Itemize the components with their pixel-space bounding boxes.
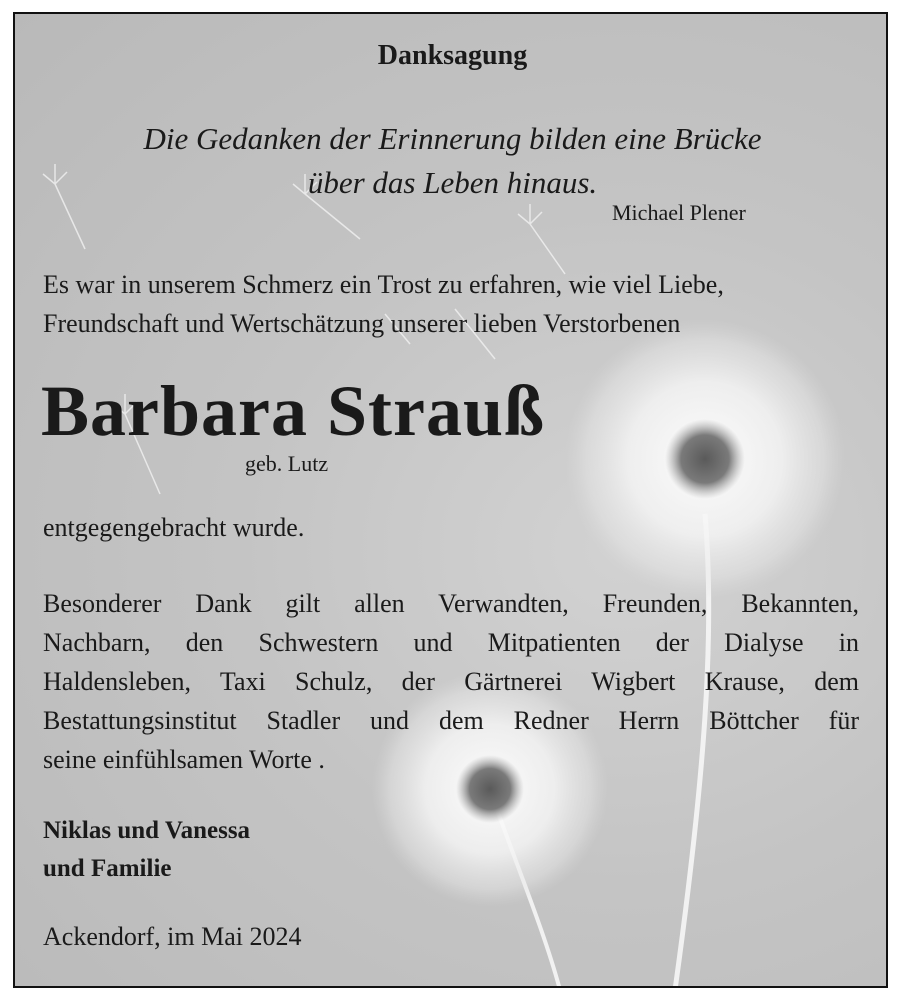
thanks-line: Nachbarn, den Schwestern und Mitpatienten der Dialyse in [43, 628, 859, 657]
quote-line-1: Die Gedanken der Erinnerung bilden eine Brücke [143, 121, 762, 156]
intro-line-1: Es war in unserem Schmerz ein Trost zu erfahren, wie viel Liebe, [43, 270, 724, 299]
quote-author: Michael Plener [612, 200, 746, 225]
deceased-name: Barbara Strauß [41, 371, 546, 451]
thanks-line: Bestattungsinstitut Stadler und dem Redner Herrn Böttcher für [43, 706, 859, 735]
signature-line-2: und Familie [43, 855, 172, 882]
maiden-name: geb. Lutz [245, 451, 329, 476]
thanks-line: Haldensleben, Taxi Schulz, der Gärtnerei Wigbert Krause, dem [43, 667, 859, 696]
obituary-card [13, 12, 888, 988]
place-date: Ackendorf, im Mai 2024 [43, 922, 302, 951]
thanks-line: Besonderer Dank gilt allen Verwandten, Freunden, Bekannten, [43, 589, 859, 618]
quote-line-2: über das Leben hinaus. [307, 165, 598, 200]
thanks-line: seine einfühlsamen Worte . [43, 745, 325, 774]
thanks-paragraph [43, 584, 859, 779]
intro-line-2: Freundschaft und Wertschätzung unserer lieben Verstorbenen [43, 309, 681, 338]
signature-line-1: Niklas und Vanessa [43, 817, 251, 844]
after-name-text: entgegengebracht wurde. [43, 513, 305, 542]
heading: Danksagung [377, 40, 528, 71]
